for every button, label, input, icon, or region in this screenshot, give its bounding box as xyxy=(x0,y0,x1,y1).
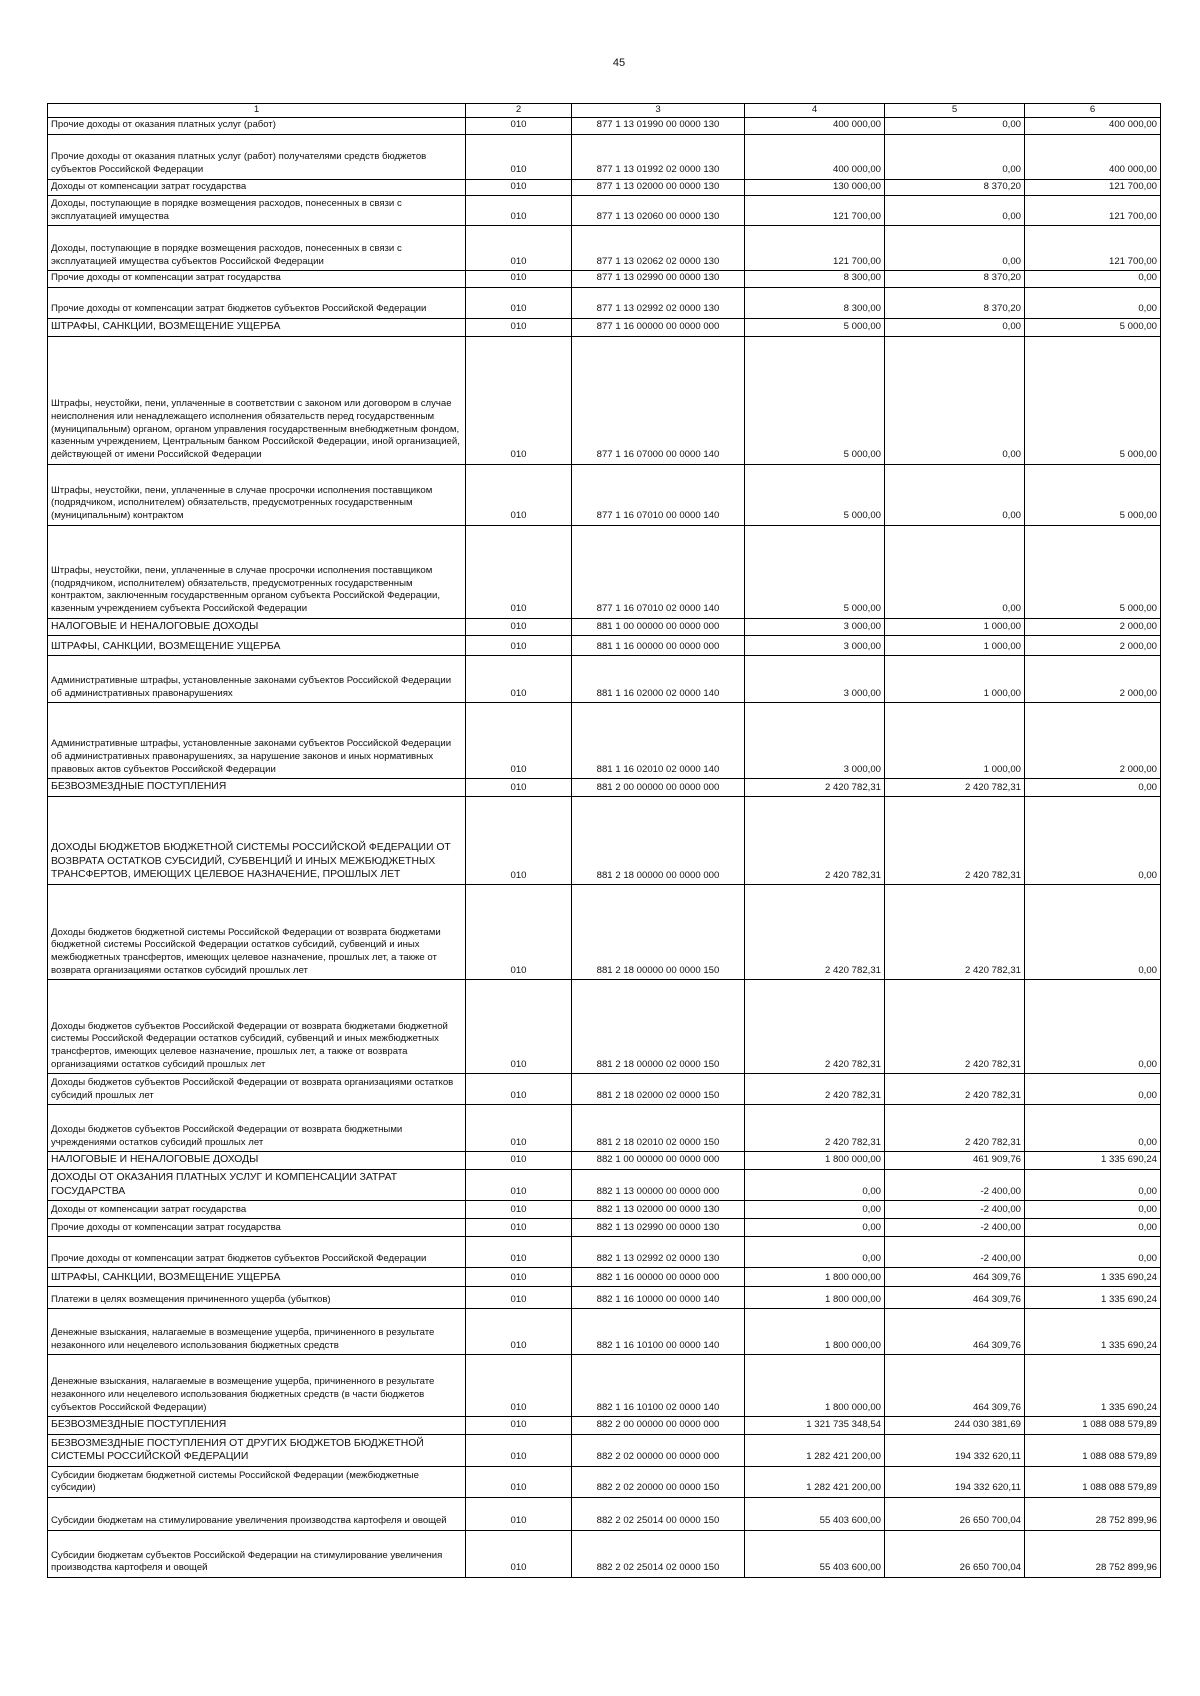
approved-amount-cell: 8 300,00 xyxy=(745,287,885,318)
budget-classification-code-cell: 877 1 16 07000 00 0000 140 xyxy=(572,336,745,464)
budget-classification-code-cell: 877 1 13 02992 02 0000 130 xyxy=(572,287,745,318)
unexecuted-amount-cell: 5 000,00 xyxy=(1025,464,1161,525)
row-name-cell: БЕЗВОЗМЕЗДНЫЕ ПОСТУПЛЕНИЯ xyxy=(48,1417,466,1435)
row-name-cell: Доходы от компенсации затрат государства xyxy=(48,1201,466,1219)
unexecuted-amount-cell: 0,00 xyxy=(1025,779,1161,797)
executed-amount-cell: 2 420 782,31 xyxy=(885,1074,1025,1105)
table-row xyxy=(48,636,1161,656)
executed-amount-cell: 8 370,20 xyxy=(885,271,1025,288)
line-code-cell: 010 xyxy=(466,797,572,885)
approved-amount-cell: 3 000,00 xyxy=(745,618,885,636)
approved-amount-cell: 5 000,00 xyxy=(745,336,885,464)
table-row xyxy=(48,1268,1161,1287)
table-header xyxy=(48,104,1161,118)
approved-amount-cell: 3 000,00 xyxy=(745,636,885,656)
unexecuted-amount-cell: 0,00 xyxy=(1025,271,1161,288)
line-code-cell: 010 xyxy=(466,980,572,1074)
row-name-cell: Субсидии бюджетам бюджетной системы Российской Федерации (межбюджетные субсидии) xyxy=(48,1467,466,1498)
line-code-cell: 010 xyxy=(466,525,572,618)
approved-amount-cell: 1 800 000,00 xyxy=(745,1152,885,1170)
budget-classification-code-cell: 877 1 13 02062 02 0000 130 xyxy=(572,226,745,271)
executed-amount-cell: 8 370,20 xyxy=(885,179,1025,196)
row-name-cell: Субсидии бюджетам на стимулирование увеличения производства картофеля и овощей xyxy=(48,1498,466,1531)
table-row xyxy=(48,196,1161,226)
budget-classification-code-cell: 881 2 18 00000 00 0000 000 xyxy=(572,797,745,885)
executed-amount-cell: 26 650 700,04 xyxy=(885,1498,1025,1531)
approved-amount-cell: 1 800 000,00 xyxy=(745,1355,885,1417)
approved-amount-cell: 400 000,00 xyxy=(745,118,885,135)
table-row xyxy=(48,1417,1161,1435)
executed-amount-cell: 2 420 782,31 xyxy=(885,885,1025,980)
executed-amount-cell: 464 309,76 xyxy=(885,1287,1025,1309)
executed-amount-cell: 0,00 xyxy=(885,336,1025,464)
row-name-cell: Административные штрафы, установленные законами субъектов Российской Федерации об административных правонарушениях xyxy=(48,656,466,703)
table-row xyxy=(48,1152,1161,1170)
column-header: 2 xyxy=(466,104,572,118)
budget-classification-code-cell: 882 2 00 00000 00 0000 000 xyxy=(572,1417,745,1435)
row-name-cell: Платежи в целях возмещения причиненного ущерба (убытков) xyxy=(48,1287,466,1309)
unexecuted-amount-cell: 0,00 xyxy=(1025,1105,1161,1152)
budget-classification-code-cell: 877 1 13 02990 00 0000 130 xyxy=(572,271,745,288)
executed-amount-cell: 0,00 xyxy=(885,525,1025,618)
table-row xyxy=(48,618,1161,636)
unexecuted-amount-cell: 0,00 xyxy=(1025,885,1161,980)
line-code-cell: 010 xyxy=(466,134,572,179)
approved-amount-cell: 55 403 600,00 xyxy=(745,1498,885,1531)
budget-classification-code-cell: 882 1 16 10100 00 0000 140 xyxy=(572,1309,745,1355)
line-code-cell: 010 xyxy=(466,703,572,779)
budget-table xyxy=(47,103,1161,1578)
unexecuted-amount-cell: 5 000,00 xyxy=(1025,336,1161,464)
unexecuted-amount-cell: 1 335 690,24 xyxy=(1025,1152,1161,1170)
table-row xyxy=(48,226,1161,271)
approved-amount-cell: 55 403 600,00 xyxy=(745,1531,885,1578)
executed-amount-cell: 2 420 782,31 xyxy=(885,980,1025,1074)
unexecuted-amount-cell: 0,00 xyxy=(1025,1201,1161,1219)
executed-amount-cell: 1 000,00 xyxy=(885,636,1025,656)
row-name-cell: ШТРАФЫ, САНКЦИИ, ВОЗМЕЩЕНИЕ УЩЕРБА xyxy=(48,636,466,656)
budget-classification-code-cell: 882 1 16 10100 02 0000 140 xyxy=(572,1355,745,1417)
row-name-cell: Прочие доходы от компенсации затрат бюджетов субъектов Российской Федерации xyxy=(48,1237,466,1268)
table-row xyxy=(48,1201,1161,1219)
approved-amount-cell: 1 282 421 200,00 xyxy=(745,1435,885,1467)
line-code-cell: 010 xyxy=(466,1435,572,1467)
table-row xyxy=(48,118,1161,135)
unexecuted-amount-cell: 121 700,00 xyxy=(1025,226,1161,271)
line-code-cell: 010 xyxy=(466,1268,572,1287)
budget-classification-code-cell: 877 1 13 02060 00 0000 130 xyxy=(572,196,745,226)
unexecuted-amount-cell: 1 088 088 579,89 xyxy=(1025,1417,1161,1435)
line-code-cell: 010 xyxy=(466,1309,572,1355)
executed-amount-cell: 194 332 620,11 xyxy=(885,1467,1025,1498)
table-row xyxy=(48,525,1161,618)
approved-amount-cell: 2 420 782,31 xyxy=(745,797,885,885)
budget-classification-code-cell: 881 2 18 00000 00 0000 150 xyxy=(572,885,745,980)
row-name-cell: Штрафы, неустойки, пени, уплаченные в случае просрочки исполнения поставщиком (подрядчиком, исполнителем) обязательств, предусмотренных государственным контрактом, заключенным государственным органом субъекта Российской Федерации, казенным учреждением субъекта Российской Федерации xyxy=(48,525,466,618)
unexecuted-amount-cell: 0,00 xyxy=(1025,1074,1161,1105)
executed-amount-cell: 0,00 xyxy=(885,118,1025,135)
row-name-cell: Прочие доходы от компенсации затрат государства xyxy=(48,271,466,288)
approved-amount-cell: 2 420 782,31 xyxy=(745,1105,885,1152)
column-header: 1 xyxy=(48,104,466,118)
line-code-cell: 010 xyxy=(466,779,572,797)
table-row xyxy=(48,797,1161,885)
budget-classification-code-cell: 882 1 13 02000 00 0000 130 xyxy=(572,1201,745,1219)
unexecuted-amount-cell: 121 700,00 xyxy=(1025,196,1161,226)
unexecuted-amount-cell: 5 000,00 xyxy=(1025,318,1161,336)
approved-amount-cell: 8 300,00 xyxy=(745,271,885,288)
executed-amount-cell: 2 420 782,31 xyxy=(885,1105,1025,1152)
row-name-cell: Доходы бюджетов субъектов Российской Федерации от возврата бюджетными учреждениями остатков субсидий прошлых лет xyxy=(48,1105,466,1152)
executed-amount-cell: -2 400,00 xyxy=(885,1237,1025,1268)
line-code-cell: 010 xyxy=(466,1287,572,1309)
column-header: 3 xyxy=(572,104,745,118)
approved-amount-cell: 1 800 000,00 xyxy=(745,1268,885,1287)
unexecuted-amount-cell: 2 000,00 xyxy=(1025,636,1161,656)
table-row xyxy=(48,318,1161,336)
line-code-cell: 010 xyxy=(466,1467,572,1498)
line-code-cell: 010 xyxy=(466,271,572,288)
approved-amount-cell: 121 700,00 xyxy=(745,226,885,271)
table-row xyxy=(48,703,1161,779)
executed-amount-cell: 0,00 xyxy=(885,196,1025,226)
approved-amount-cell: 2 420 782,31 xyxy=(745,1074,885,1105)
row-name-cell: Доходы бюджетов субъектов Российской Федерации от возврата бюджетами бюджетной системы Российской Федерации остатков субсидий, субвенций и иных межбюджетных трансфертов, имеющих целевое назначение, прошлых лет, а также от возврата организациями остатков субсидий прошлых лет xyxy=(48,980,466,1074)
row-name-cell: Доходы бюджетов бюджетной системы Российской Федерации от возврата бюджетами бюджетной системы Российской Федерации остатков субсидий, субвенций и иных межбюджетных трансфертов, имеющих целевое назначение, прошлых лет, а также от возврата организациями остатков субсидий прошлых лет xyxy=(48,885,466,980)
table-row xyxy=(48,1169,1161,1200)
table-row xyxy=(48,1498,1161,1531)
row-name-cell: НАЛОГОВЫЕ И НЕНАЛОГОВЫЕ ДОХОДЫ xyxy=(48,618,466,636)
line-code-cell: 010 xyxy=(466,336,572,464)
table-row xyxy=(48,179,1161,196)
approved-amount-cell: 5 000,00 xyxy=(745,318,885,336)
budget-classification-code-cell: 881 2 18 02010 02 0000 150 xyxy=(572,1105,745,1152)
unexecuted-amount-cell: 5 000,00 xyxy=(1025,525,1161,618)
table-row xyxy=(48,1467,1161,1498)
budget-classification-code-cell: 882 2 02 25014 00 0000 150 xyxy=(572,1498,745,1531)
unexecuted-amount-cell: 28 752 899,96 xyxy=(1025,1531,1161,1578)
unexecuted-amount-cell: 1 335 690,24 xyxy=(1025,1355,1161,1417)
row-name-cell: Прочие доходы от оказания платных услуг (работ) получателями средств бюджетов субъектов Российской Федерации xyxy=(48,134,466,179)
table-row xyxy=(48,1309,1161,1355)
budget-classification-code-cell: 877 1 16 07010 02 0000 140 xyxy=(572,525,745,618)
budget-classification-code-cell: 881 2 18 00000 02 0000 150 xyxy=(572,980,745,1074)
row-name-cell: Денежные взыскания, налагаемые в возмещение ущерба, причиненного в результате незаконного или нецелевого использования бюджетных средств (в части бюджетов субъектов Российской Федерации) xyxy=(48,1355,466,1417)
line-code-cell: 010 xyxy=(466,1152,572,1170)
approved-amount-cell: 0,00 xyxy=(745,1219,885,1237)
budget-classification-code-cell: 882 1 16 00000 00 0000 000 xyxy=(572,1268,745,1287)
approved-amount-cell: 2 420 782,31 xyxy=(745,779,885,797)
executed-amount-cell: 464 309,76 xyxy=(885,1268,1025,1287)
row-name-cell: ДОХОДЫ БЮДЖЕТОВ БЮДЖЕТНОЙ СИСТЕМЫ РОССИЙСКОЙ ФЕДЕРАЦИИ ОТ ВОЗВРАТА ОСТАТКОВ СУБСИДИЙ, СУБВЕНЦИЙ И ИНЫХ МЕЖБЮДЖЕТНЫХ ТРАНСФЕРТОВ, ИМЕЮЩИХ ЦЕЛЕВОЕ НАЗНАЧЕНИЕ, ПРОШЛЫХ ЛЕТ xyxy=(48,797,466,885)
row-name-cell: Прочие доходы от компенсации затрат бюджетов субъектов Российской Федерации xyxy=(48,287,466,318)
executed-amount-cell: 0,00 xyxy=(885,318,1025,336)
unexecuted-amount-cell: 0,00 xyxy=(1025,287,1161,318)
row-name-cell: Доходы, поступающие в порядке возмещения расходов, понесенных в связи с эксплуатацией имущества субъектов Российской Федерации xyxy=(48,226,466,271)
row-name-cell: Доходы от компенсации затрат государства xyxy=(48,179,466,196)
budget-classification-code-cell: 881 1 16 00000 00 0000 000 xyxy=(572,636,745,656)
unexecuted-amount-cell: 1 335 690,24 xyxy=(1025,1268,1161,1287)
approved-amount-cell: 1 321 735 348,54 xyxy=(745,1417,885,1435)
budget-classification-code-cell: 882 1 13 02990 00 0000 130 xyxy=(572,1219,745,1237)
line-code-cell: 010 xyxy=(466,1237,572,1268)
line-code-cell: 010 xyxy=(466,464,572,525)
unexecuted-amount-cell: 121 700,00 xyxy=(1025,179,1161,196)
line-code-cell: 010 xyxy=(466,636,572,656)
unexecuted-amount-cell: 1 088 088 579,89 xyxy=(1025,1467,1161,1498)
line-code-cell: 010 xyxy=(466,1169,572,1200)
line-code-cell: 010 xyxy=(466,1105,572,1152)
table-row xyxy=(48,1219,1161,1237)
table-row xyxy=(48,1435,1161,1467)
budget-classification-code-cell: 877 1 16 00000 00 0000 000 xyxy=(572,318,745,336)
unexecuted-amount-cell: 1 088 088 579,89 xyxy=(1025,1435,1161,1467)
budget-classification-code-cell: 881 1 16 02000 02 0000 140 xyxy=(572,656,745,703)
table-body xyxy=(48,118,1161,1578)
budget-classification-code-cell: 877 1 13 02000 00 0000 130 xyxy=(572,179,745,196)
row-name-cell: Прочие доходы от компенсации затрат государства xyxy=(48,1219,466,1237)
row-name-cell: ШТРАФЫ, САНКЦИИ, ВОЗМЕЩЕНИЕ УЩЕРБА xyxy=(48,318,466,336)
column-header: 6 xyxy=(1025,104,1161,118)
page-number: 45 xyxy=(612,57,626,69)
approved-amount-cell: 1 800 000,00 xyxy=(745,1287,885,1309)
row-name-cell: Субсидии бюджетам субъектов Российской Федерации на стимулирование увеличения производства картофеля и овощей xyxy=(48,1531,466,1578)
executed-amount-cell: 244 030 381,69 xyxy=(885,1417,1025,1435)
unexecuted-amount-cell: 0,00 xyxy=(1025,1169,1161,1200)
unexecuted-amount-cell: 0,00 xyxy=(1025,980,1161,1074)
table-row xyxy=(48,1287,1161,1309)
row-name-cell: Денежные взыскания, налагаемые в возмещение ущерба, причиненного в результате незаконного или нецелевого использования бюджетных средств xyxy=(48,1309,466,1355)
line-code-cell: 010 xyxy=(466,179,572,196)
row-name-cell: БЕЗВОЗМЕЗДНЫЕ ПОСТУПЛЕНИЯ xyxy=(48,779,466,797)
executed-amount-cell: 0,00 xyxy=(885,464,1025,525)
approved-amount-cell: 5 000,00 xyxy=(745,525,885,618)
executed-amount-cell: -2 400,00 xyxy=(885,1201,1025,1219)
budget-classification-code-cell: 881 1 00 00000 00 0000 000 xyxy=(572,618,745,636)
table-row xyxy=(48,779,1161,797)
executed-amount-cell: 2 420 782,31 xyxy=(885,797,1025,885)
approved-amount-cell: 2 420 782,31 xyxy=(745,980,885,1074)
approved-amount-cell: 3 000,00 xyxy=(745,656,885,703)
line-code-cell: 010 xyxy=(466,196,572,226)
row-name-cell: БЕЗВОЗМЕЗДНЫЕ ПОСТУПЛЕНИЯ ОТ ДРУГИХ БЮДЖЕТОВ БЮДЖЕТНОЙ СИСТЕМЫ РОССИЙСКОЙ ФЕДЕРАЦИИ xyxy=(48,1435,466,1467)
executed-amount-cell: -2 400,00 xyxy=(885,1219,1025,1237)
line-code-cell: 010 xyxy=(466,885,572,980)
line-code-cell: 010 xyxy=(466,287,572,318)
budget-classification-code-cell: 881 1 16 02010 02 0000 140 xyxy=(572,703,745,779)
column-header: 5 xyxy=(885,104,1025,118)
row-name-cell: Штрафы, неустойки, пени, уплаченные в случае просрочки исполнения поставщиком (подрядчиком, исполнителем) обязательств, предусмотренных государственным (муниципальным) контрактом xyxy=(48,464,466,525)
table-row xyxy=(48,1105,1161,1152)
table-row xyxy=(48,1237,1161,1268)
table-row xyxy=(48,336,1161,464)
unexecuted-amount-cell: 1 335 690,24 xyxy=(1025,1309,1161,1355)
line-code-cell: 010 xyxy=(466,318,572,336)
executed-amount-cell: 461 909,76 xyxy=(885,1152,1025,1170)
line-code-cell: 010 xyxy=(466,1219,572,1237)
executed-amount-cell: 8 370,20 xyxy=(885,287,1025,318)
row-name-cell: Доходы бюджетов субъектов Российской Федерации от возврата организациями остатков субсидий прошлых лет xyxy=(48,1074,466,1105)
table-row xyxy=(48,134,1161,179)
line-code-cell: 010 xyxy=(466,618,572,636)
line-code-cell: 010 xyxy=(466,1531,572,1578)
unexecuted-amount-cell: 0,00 xyxy=(1025,797,1161,885)
unexecuted-amount-cell: 2 000,00 xyxy=(1025,618,1161,636)
budget-classification-code-cell: 882 1 13 00000 00 0000 000 xyxy=(572,1169,745,1200)
budget-classification-code-cell: 881 2 18 02000 02 0000 150 xyxy=(572,1074,745,1105)
table-row xyxy=(48,885,1161,980)
unexecuted-amount-cell: 2 000,00 xyxy=(1025,703,1161,779)
executed-amount-cell: 194 332 620,11 xyxy=(885,1435,1025,1467)
table-row xyxy=(48,656,1161,703)
budget-classification-code-cell: 881 2 00 00000 00 0000 000 xyxy=(572,779,745,797)
table-row xyxy=(48,980,1161,1074)
executed-amount-cell: 1 000,00 xyxy=(885,656,1025,703)
table-row xyxy=(48,1355,1161,1417)
executed-amount-cell: 464 309,76 xyxy=(885,1309,1025,1355)
budget-classification-code-cell: 877 1 13 01992 02 0000 130 xyxy=(572,134,745,179)
executed-amount-cell: -2 400,00 xyxy=(885,1169,1025,1200)
approved-amount-cell: 0,00 xyxy=(745,1169,885,1200)
row-name-cell: ШТРАФЫ, САНКЦИИ, ВОЗМЕЩЕНИЕ УЩЕРБА xyxy=(48,1268,466,1287)
line-code-cell: 010 xyxy=(466,1074,572,1105)
approved-amount-cell: 5 000,00 xyxy=(745,464,885,525)
column-header: 4 xyxy=(745,104,885,118)
budget-classification-code-cell: 882 2 02 25014 02 0000 150 xyxy=(572,1531,745,1578)
approved-amount-cell: 121 700,00 xyxy=(745,196,885,226)
line-code-cell: 010 xyxy=(466,226,572,271)
row-name-cell: ДОХОДЫ ОТ ОКАЗАНИЯ ПЛАТНЫХ УСЛУГ И КОМПЕНСАЦИИ ЗАТРАТ ГОСУДАРСТВА xyxy=(48,1169,466,1200)
approved-amount-cell: 2 420 782,31 xyxy=(745,885,885,980)
line-code-cell: 010 xyxy=(466,1355,572,1417)
table-row xyxy=(48,271,1161,288)
line-code-cell: 010 xyxy=(466,1417,572,1435)
unexecuted-amount-cell: 28 752 899,96 xyxy=(1025,1498,1161,1531)
line-code-cell: 010 xyxy=(466,656,572,703)
table-row xyxy=(48,1074,1161,1105)
budget-classification-code-cell: 882 1 16 10000 00 0000 140 xyxy=(572,1287,745,1309)
unexecuted-amount-cell: 0,00 xyxy=(1025,1219,1161,1237)
line-code-cell: 010 xyxy=(466,118,572,135)
executed-amount-cell: 2 420 782,31 xyxy=(885,779,1025,797)
table-row xyxy=(48,1531,1161,1578)
row-name-cell: Доходы, поступающие в порядке возмещения расходов, понесенных в связи с эксплуатацией имущества xyxy=(48,196,466,226)
row-name-cell: Административные штрафы, установленные законами субъектов Российской Федерации об административных правонарушениях, за нарушение законов и иных нормативных правовых актов субъектов Российской Федерации xyxy=(48,703,466,779)
executed-amount-cell: 1 000,00 xyxy=(885,703,1025,779)
approved-amount-cell: 130 000,00 xyxy=(745,179,885,196)
approved-amount-cell: 0,00 xyxy=(745,1201,885,1219)
approved-amount-cell: 1 282 421 200,00 xyxy=(745,1467,885,1498)
unexecuted-amount-cell: 1 335 690,24 xyxy=(1025,1287,1161,1309)
table-row xyxy=(48,464,1161,525)
executed-amount-cell: 0,00 xyxy=(885,134,1025,179)
budget-classification-code-cell: 882 2 02 20000 00 0000 150 xyxy=(572,1467,745,1498)
unexecuted-amount-cell: 2 000,00 xyxy=(1025,656,1161,703)
executed-amount-cell: 464 309,76 xyxy=(885,1355,1025,1417)
budget-classification-code-cell: 877 1 16 07010 00 0000 140 xyxy=(572,464,745,525)
executed-amount-cell: 1 000,00 xyxy=(885,618,1025,636)
table-row xyxy=(48,287,1161,318)
row-name-cell: Прочие доходы от оказания платных услуг (работ) xyxy=(48,118,466,135)
executed-amount-cell: 26 650 700,04 xyxy=(885,1531,1025,1578)
unexecuted-amount-cell: 0,00 xyxy=(1025,1237,1161,1268)
budget-classification-code-cell: 882 1 00 00000 00 0000 000 xyxy=(572,1152,745,1170)
executed-amount-cell: 0,00 xyxy=(885,226,1025,271)
approved-amount-cell: 3 000,00 xyxy=(745,703,885,779)
line-code-cell: 010 xyxy=(466,1498,572,1531)
budget-classification-code-cell: 882 2 02 00000 00 0000 000 xyxy=(572,1435,745,1467)
line-code-cell: 010 xyxy=(466,1201,572,1219)
approved-amount-cell: 400 000,00 xyxy=(745,134,885,179)
row-name-cell: Штрафы, неустойки, пени, уплаченные в соответствии с законом или договором в случае неисполнения или ненадлежащего исполнения обязательств перед государственным (муниципальным) органом, органом управления государственным внебюджетным фондом, казенным учреждением, Центральным банком Российской Федерации, иной организацией, действующей от имени Российской Федерации xyxy=(48,336,466,464)
row-name-cell: НАЛОГОВЫЕ И НЕНАЛОГОВЫЕ ДОХОДЫ xyxy=(48,1152,466,1170)
approved-amount-cell: 1 800 000,00 xyxy=(745,1309,885,1355)
unexecuted-amount-cell: 400 000,00 xyxy=(1025,118,1161,135)
approved-amount-cell: 0,00 xyxy=(745,1237,885,1268)
budget-classification-code-cell: 877 1 13 01990 00 0000 130 xyxy=(572,118,745,135)
unexecuted-amount-cell: 400 000,00 xyxy=(1025,134,1161,179)
budget-classification-code-cell: 882 1 13 02992 02 0000 130 xyxy=(572,1237,745,1268)
